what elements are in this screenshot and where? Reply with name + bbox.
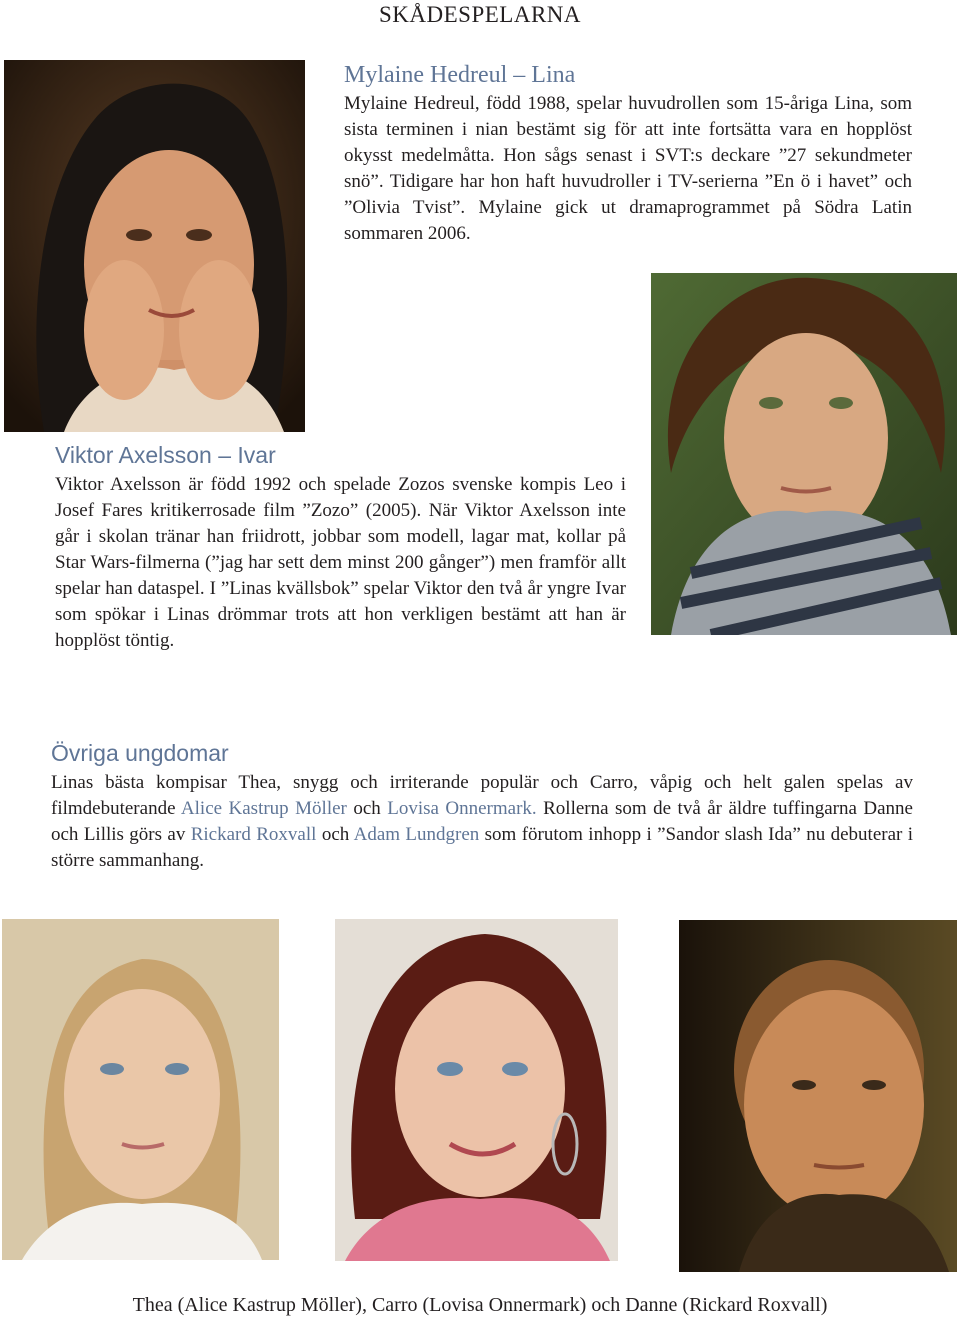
viktor-heading: Viktor Axelsson – Ivar <box>55 442 276 468</box>
ovriga-text-4: och <box>316 824 354 845</box>
mylaine-photo <box>4 60 305 432</box>
ovriga-text-3: Rollerna som de två år äldre tuffingarna Danne och Lillis görs av <box>51 798 913 845</box>
photo-caption: Thea (Alice Kastrup Möller), Carro (Lovisa Onnermark) och Danne (Rickard Roxvall) <box>132 1294 828 1316</box>
ovriga-text-1: Linas bästa kompisar Thea, snygg och irriterande populär och Carro, våpig och helt galen spelas av filmdebuterande <box>51 772 913 819</box>
mylaine-heading: Mylaine Hedreul – Lina <box>344 62 576 88</box>
ovriga-text-2: och <box>346 798 388 819</box>
carro-photo <box>335 919 618 1261</box>
actor-link-rickard: Rickard Roxvall <box>190 824 317 845</box>
ovriga-heading: Övriga ungdomar <box>51 740 229 766</box>
mylaine-body-text: Mylaine Hedreul, född 1988, spelar huvudrollen som 15-åriga Lina, som sista terminen i nian bestämt sig för att inte fortsätta vara en hopplöst okysst medelmåtta. Hon sågs senast i SVT:s deckare ”27 sekundmeter snö”. Tidigare har hon haft huvudroller i TV-serierna ”En ö i havet” och ”Olivia Tvist”. Mylaine gick ut dramaprogrammet på Södra Latin sommaren 2006. <box>344 93 912 244</box>
ovriga-body <box>51 770 913 874</box>
mylaine-body <box>344 91 912 247</box>
danne-photo <box>679 920 957 1272</box>
ovriga-paragraph <box>51 770 913 874</box>
actor-link-adam: Adam Lundgren <box>353 824 480 845</box>
actor-link-lovisa: Lovisa Onnermark. <box>387 798 537 819</box>
thea-photo <box>2 919 279 1260</box>
ovriga-text-5: som förutom inhopp i ”Sandor slash Ida” nu debuterar i större sammanhang. <box>51 824 913 871</box>
page-title: SKÅDESPELARNA <box>378 2 582 27</box>
viktor-photo <box>651 273 957 635</box>
viktor-body-text: Viktor Axelsson är född 1992 och spelade Zozos svenske kompis Leo i Josef Fares kritikerrosade film ”Zozo” (2005). När Viktor Axelsson inte går i skolan tränar han friidrott, jobbar som modell, lagar mat, kollar på Star Wars-filmerna (”jag har sett dem minst 200 gånger”) men framför allt spelar han dataspel. I ”Linas kvällsbok” spelar Viktor den två år yngre Ivar som spökar i Linas drömmar trots att hon verkligen bestämt att han är hopplöst töntig. <box>55 474 626 651</box>
actor-link-alice: Alice Kastrup Möller <box>180 798 347 819</box>
viktor-body <box>55 472 626 654</box>
